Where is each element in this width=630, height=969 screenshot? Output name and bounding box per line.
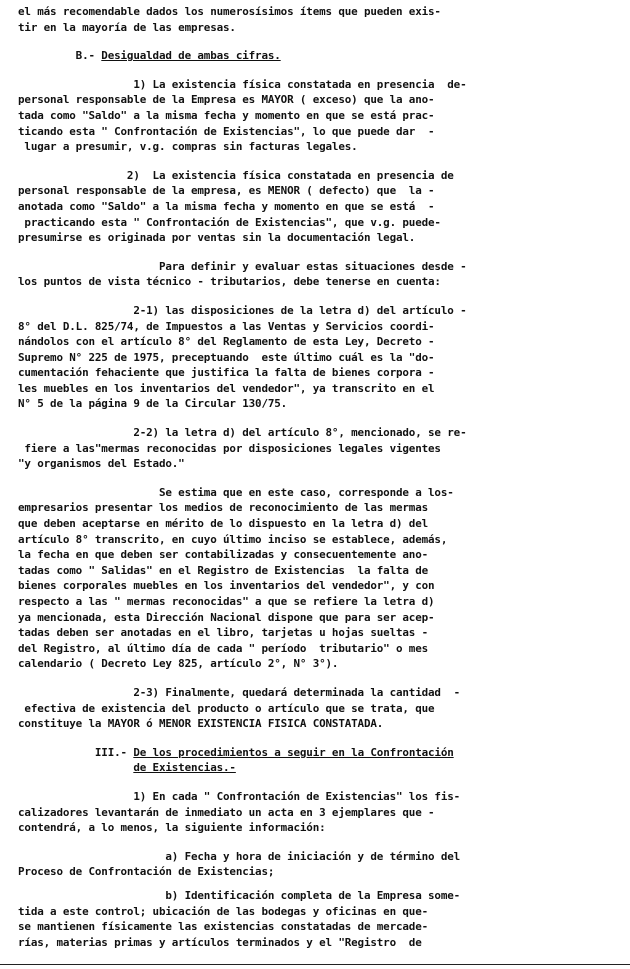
text-line: se mantienen físicamente las existencias constatadas de mercade- bbox=[18, 920, 429, 934]
paragraph-iii1b bbox=[18, 888, 612, 950]
text-line: 2-2) la letra d) del artículo 8°, mencionado, se re- bbox=[18, 426, 467, 440]
text-line: la fecha en que deben ser contabilizadas y consecuentemente ano- bbox=[18, 548, 429, 562]
paragraph-b2-1 bbox=[18, 303, 612, 412]
text-line: rías, materias primas y artículos terminados y el "Registro de bbox=[18, 935, 422, 949]
text-line: practicando esta " Confrontación de Existencias", que v.g. puede- bbox=[18, 215, 441, 229]
text-line: bienes corporales muebles en los inventarios del vendedor", y con bbox=[18, 579, 435, 593]
text-line: calizadores levantarán de inmediato un acta en 3 ejemplares que - bbox=[18, 805, 435, 819]
text-line: calendario ( Decreto Ley 825, artículo 2°, N° 3°). bbox=[18, 657, 339, 671]
text-line: anotada como "Saldo" a la misma fecha y momento en que se está - bbox=[18, 199, 435, 213]
text-line: tadas deben ser anotadas en el libro, tarjetas u hojas sueltas - bbox=[18, 626, 429, 640]
text-line: que deben aceptarse en mérito de lo dispuesto en la letra d) del bbox=[18, 517, 429, 531]
text-line: Para definir y evaluar estas situaciones desde - bbox=[18, 259, 467, 273]
text-line: 8° del D.L. 825/74, de Impuestos a las Ventas y Servicios coordi- bbox=[18, 319, 435, 333]
text-line: 1) La existencia física constatada en presencia de- bbox=[18, 77, 467, 91]
paragraph-spacer bbox=[18, 35, 612, 48]
paragraph-iii1 bbox=[18, 789, 612, 836]
paragraph-spacer bbox=[18, 776, 612, 789]
text-line: Supremo N° 225 de 1975, preceptuando este último cuál es la "do- bbox=[18, 350, 435, 364]
page-bottom-rule bbox=[0, 964, 630, 965]
text-line: presumirse es originada por ventas sin la documentación legal. bbox=[18, 231, 416, 245]
text-line: efectiva de existencia del producto o artículo que se trata, que bbox=[18, 701, 435, 715]
text-line: los puntos de vista técnico - tributarios, debe tenerse en cuenta: bbox=[18, 275, 441, 289]
text-line: "y organismos del Estado." bbox=[18, 457, 185, 471]
paragraph-intro bbox=[18, 4, 612, 35]
text-line: tada como "Saldo" a la misma fecha y momento en que se está prac- bbox=[18, 108, 435, 122]
paragraph-spacer bbox=[18, 155, 612, 168]
text-line: empresarios presentar los medios de reconocimiento de las mermas bbox=[18, 501, 429, 515]
paragraph-spacer bbox=[18, 64, 612, 77]
paragraph-heading-iii-2 bbox=[18, 760, 612, 776]
text-line: N° 5 de la página 9 de la Circular 130/75. bbox=[18, 397, 288, 411]
paragraph-b2-2 bbox=[18, 425, 612, 472]
text-line: ya mencionada, esta Dirección Nacional dispone que para ser acep- bbox=[18, 610, 435, 624]
paragraph-heading-b bbox=[18, 48, 612, 64]
section-heading bbox=[18, 760, 612, 776]
text-line: el más recomendable dados los numerosísimos ítems que pueden exis- bbox=[18, 5, 441, 18]
paragraph-spacer bbox=[18, 732, 612, 745]
text-line: contendrá, a lo menos, la siguiente información: bbox=[18, 821, 326, 835]
text-line: respecto a las " mermas reconocidas" a que se refiere la letra d) bbox=[18, 595, 435, 608]
heading-prefix bbox=[18, 761, 133, 774]
heading-text: Desigualdad de ambas cifras. bbox=[101, 49, 281, 63]
text-line: del Registro, al último día de cada " período tributario" o mes bbox=[18, 641, 429, 655]
text-line: tadas como " Salidas" en el Registro de Existencias la falta de bbox=[18, 563, 429, 577]
paragraph-spacer bbox=[18, 290, 612, 303]
text-line: tir en la mayoría de las empresas. bbox=[18, 20, 236, 34]
text-line: personal responsable de la Empresa es MAYOR ( exceso) que la ano- bbox=[18, 93, 435, 107]
paragraph-definir bbox=[18, 259, 612, 290]
text-line: fiere a las"mermas reconocidas por disposiciones legales vigentes bbox=[18, 441, 441, 455]
paragraph-spacer bbox=[18, 246, 612, 259]
section-heading bbox=[18, 745, 612, 761]
text-line: 2-3) Finalmente, quedará determinada la cantidad - bbox=[18, 685, 461, 699]
text-line: tida a este control; ubicación de las bodegas y oficinas en que- bbox=[18, 904, 429, 918]
paragraph-b1 bbox=[18, 77, 612, 155]
paragraph-b2 bbox=[18, 168, 612, 246]
heading-prefix: B.- bbox=[18, 49, 102, 63]
text-line: ticando esta " Confrontación de Existencias", lo que puede dar - bbox=[18, 124, 435, 138]
text-line: les muebles en los inventarios del vendedor", ya transcrito en el bbox=[18, 381, 435, 395]
paragraph-spacer bbox=[18, 880, 612, 888]
paragraph-spacer bbox=[18, 412, 612, 425]
text-line: a) Fecha y hora de iniciación y de término del bbox=[18, 849, 461, 863]
text-line: personal responsable de la empresa, es MENOR ( defecto) que la - bbox=[18, 184, 435, 198]
paragraph-spacer bbox=[18, 472, 612, 485]
section-heading bbox=[18, 48, 612, 64]
paragraph-heading-iii bbox=[18, 745, 612, 761]
paragraph-spacer bbox=[18, 672, 612, 685]
text-line: lugar a presumir, v.g. compras sin facturas legales. bbox=[18, 140, 358, 154]
text-line: artículo 8° transcrito, en cuyo último inciso se establece, además, bbox=[18, 532, 448, 546]
text-line: nándolos con el artículo 8° del Reglamento de esta Ley, Decreto - bbox=[18, 335, 435, 349]
paragraph-iii1a bbox=[18, 849, 612, 880]
text-line: constituye la MAYOR ó MENOR EXISTENCIA FISICA CONSTATADA. bbox=[18, 717, 384, 731]
text-line: 2-1) las disposiciones de la letra d) del artículo - bbox=[18, 303, 467, 317]
text-line: b) Identificación completa de la Empresa some- bbox=[18, 888, 461, 902]
paragraph-spacer bbox=[18, 836, 612, 849]
paragraph-estima bbox=[18, 485, 612, 672]
paragraph-b2-3 bbox=[18, 685, 612, 732]
text-line: 1) En cada " Confrontación de Existencias" los fis- bbox=[18, 789, 461, 803]
text-line: Proceso de Confrontación de Existencias; bbox=[18, 865, 275, 879]
text-line: 2) La existencia física constatada en presencia de bbox=[18, 168, 454, 182]
text-line: cumentación fehaciente que justifica la falta de bienes corpora - bbox=[18, 366, 435, 380]
heading-text: de Existencias.- bbox=[133, 761, 236, 775]
text-line: Se estima que en este caso, corresponde a los- bbox=[18, 485, 454, 499]
heading-text: De los procedimientos a seguir en la Confrontación bbox=[133, 745, 454, 759]
heading-prefix: III.- bbox=[18, 745, 134, 759]
